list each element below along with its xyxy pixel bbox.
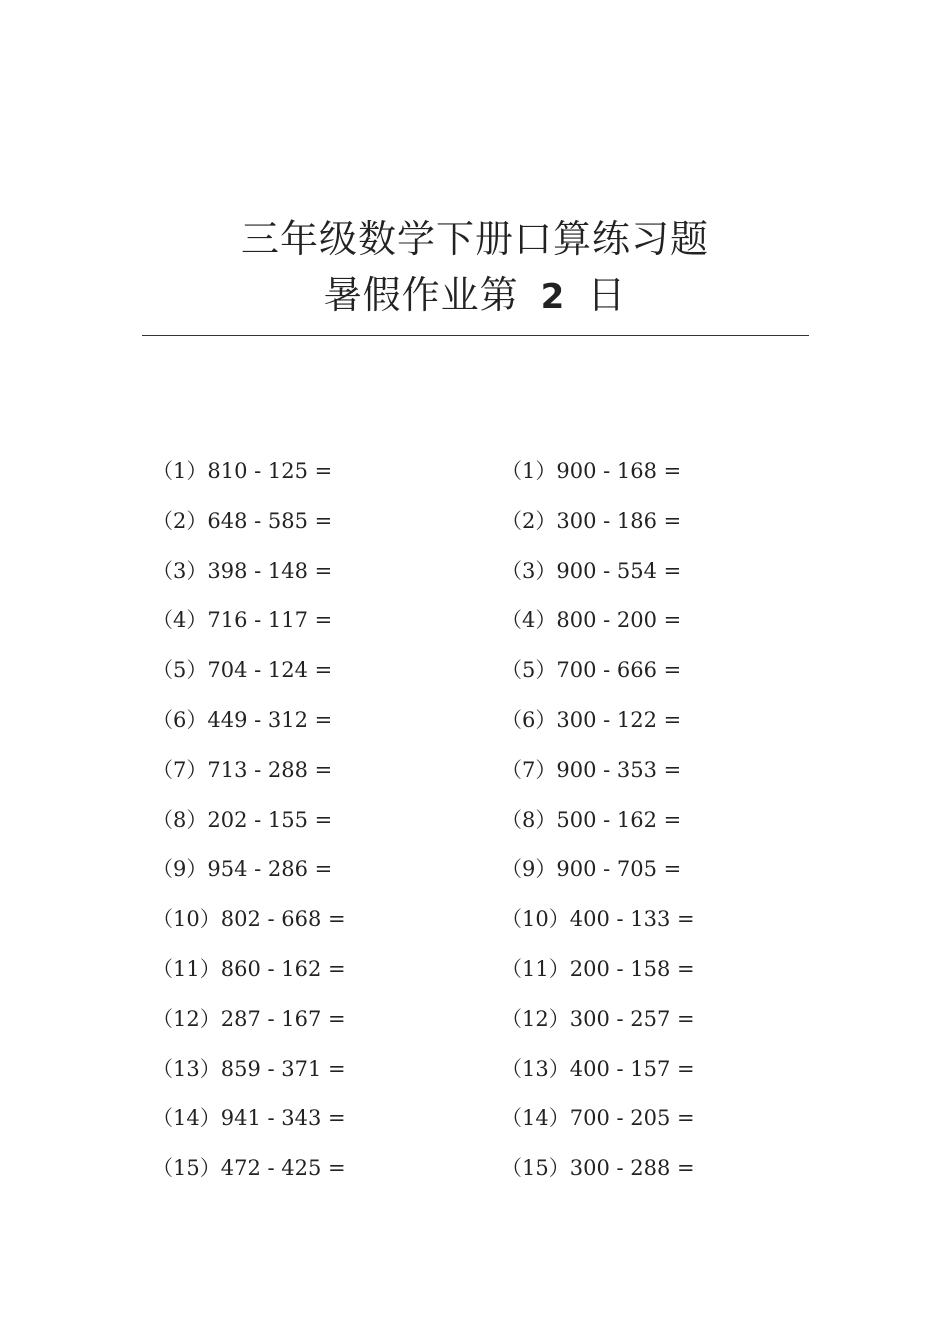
problem-item: （7）900 - 353 =	[501, 757, 682, 782]
subtitle-prefix: 暑假作业第	[323, 273, 519, 317]
page-subtitle	[0, 264, 950, 319]
problem-item: （14）941 - 343 =	[152, 1106, 346, 1131]
problem-item: （3）900 - 554 =	[501, 558, 682, 583]
day-number: 2	[540, 277, 566, 317]
problem-item: （15）300 - 288 =	[501, 1156, 695, 1181]
problem-item: （6）449 - 312 =	[152, 707, 333, 732]
problem-item: （1）900 - 168 =	[501, 459, 682, 483]
subtitle-suffix: 日	[587, 273, 627, 317]
problem-item: （13）859 - 371 =	[152, 1056, 346, 1081]
problem-item: （5）704 - 124 =	[152, 658, 333, 683]
problem-item: （8）500 - 162 =	[501, 807, 682, 832]
problem-item: （12）300 - 257 =	[501, 1006, 695, 1031]
problem-item: （11）200 - 158 =	[501, 956, 695, 981]
problem-item: （4）716 - 117 =	[152, 608, 333, 633]
problem-column-left	[152, 452, 346, 1199]
problem-item: （15）472 - 425 =	[152, 1156, 346, 1181]
problem-item: （2）300 - 186 =	[501, 508, 682, 533]
problem-item: （10）400 - 133 =	[501, 907, 695, 932]
problem-item: （11）860 - 162 =	[152, 956, 346, 981]
problem-item: （13）400 - 157 =	[501, 1056, 695, 1081]
problem-item: （5）700 - 666 =	[501, 658, 682, 683]
problem-item: （1）810 - 125 =	[152, 459, 333, 483]
problem-item: （10）802 - 668 =	[152, 907, 346, 932]
problem-column-right	[501, 452, 695, 1199]
problem-item: （12）287 - 167 =	[152, 1006, 346, 1031]
problem-item: （4）800 - 200 =	[501, 608, 682, 633]
problem-item: （2）648 - 585 =	[152, 508, 333, 533]
problem-item: （6）300 - 122 =	[501, 707, 682, 732]
page-title: 三年级数学下册口算练习题	[240, 217, 709, 261]
problem-item: （14）700 - 205 =	[501, 1106, 695, 1131]
title-divider	[142, 335, 809, 336]
problem-item: （9）954 - 286 =	[152, 857, 333, 882]
problem-item: （8）202 - 155 =	[152, 807, 333, 832]
problem-item: （7）713 - 288 =	[152, 757, 333, 782]
problem-item: （3）398 - 148 =	[152, 558, 333, 583]
problem-item: （9）900 - 705 =	[501, 857, 682, 882]
